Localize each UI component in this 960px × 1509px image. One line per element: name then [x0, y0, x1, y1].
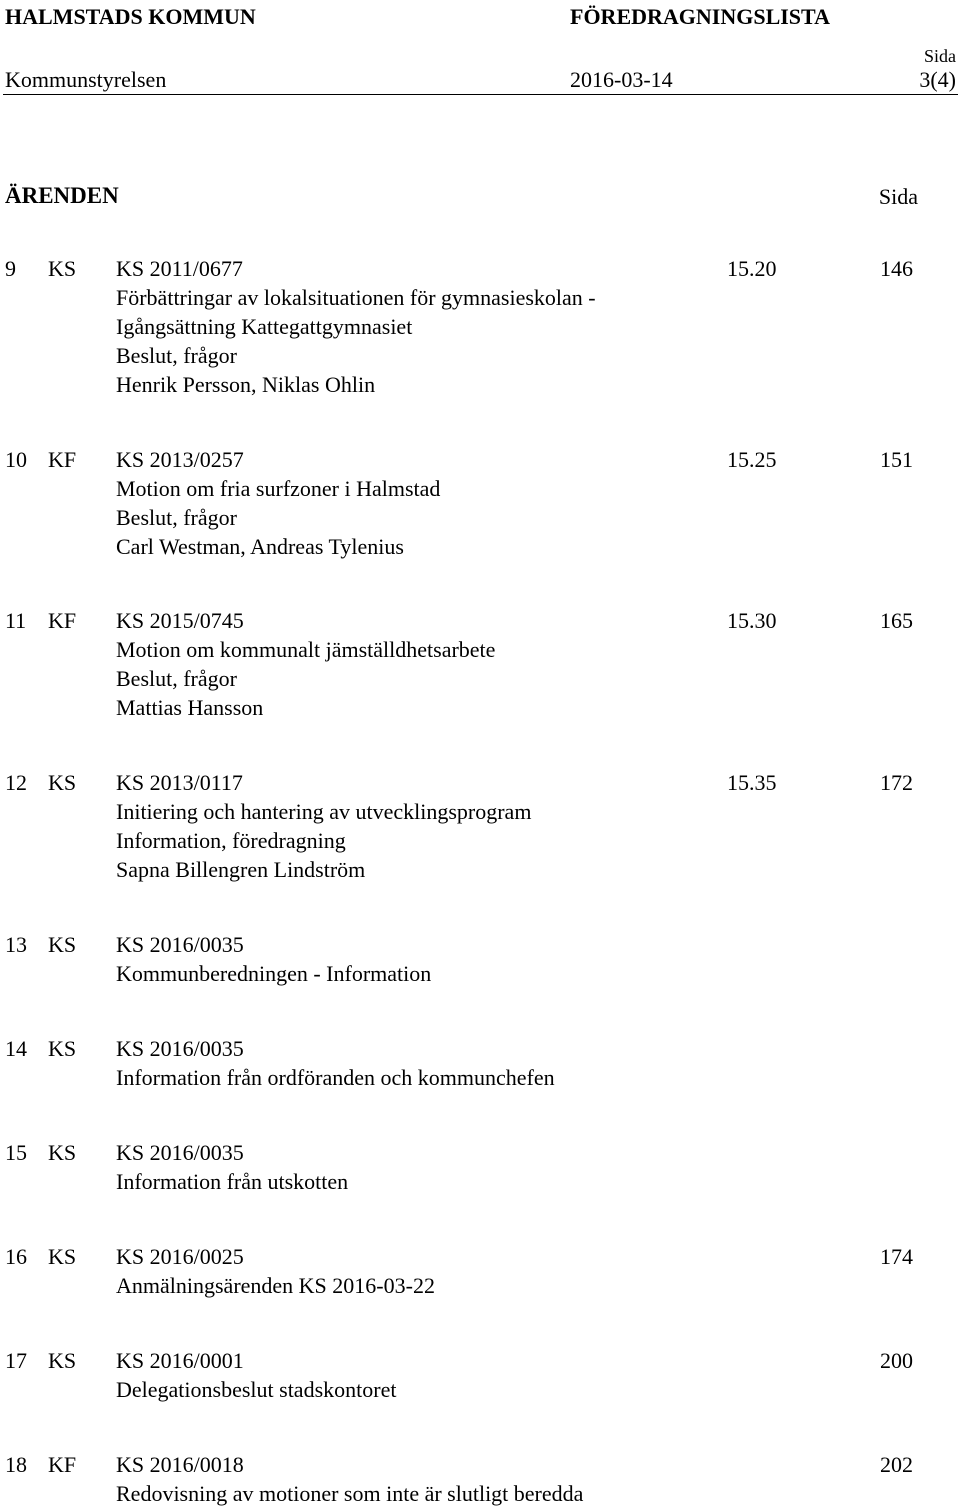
page-number: 3(4) — [919, 67, 956, 92]
case-number: KS 2015/0745 — [116, 608, 244, 633]
page-column-header: Sida — [878, 184, 918, 209]
committee-name: Kommunstyrelsen — [5, 67, 167, 92]
item-detail-line: Kommunberedningen - Information — [116, 961, 432, 986]
item-time: 15.30 — [727, 608, 777, 633]
item-page: 146 — [880, 256, 913, 281]
item-page: 172 — [880, 770, 913, 795]
item-page: 200 — [880, 1348, 913, 1373]
item-number: 11 — [5, 608, 27, 633]
item-organ: KS — [48, 1140, 77, 1165]
item-detail-line: Henrik Persson, Niklas Ohlin — [116, 372, 376, 397]
case-number: KS 2011/0677 — [116, 256, 243, 281]
item-detail-line: Sapna Billengren Lindström — [116, 857, 366, 882]
item-number: 13 — [5, 932, 27, 957]
item-detail-line: Information, föredragning — [116, 828, 346, 853]
item-page: 151 — [880, 447, 913, 472]
case-number: KS 2016/0025 — [116, 1244, 244, 1269]
item-number: 16 — [5, 1244, 27, 1269]
case-number: KS 2016/0035 — [116, 1140, 244, 1165]
item-organ: KF — [48, 1452, 77, 1477]
case-number: KS 2013/0117 — [116, 770, 243, 795]
item-detail-line: Beslut, frågor — [116, 505, 237, 530]
document-type: FÖREDRAGNINGSLISTA — [570, 4, 830, 29]
item-organ: KS — [48, 932, 77, 957]
item-organ: KS — [48, 1036, 77, 1061]
item-detail-line: Information från utskotten — [116, 1169, 349, 1194]
item-detail-line: Igångsättning Kattegattgymnasiet — [116, 314, 413, 339]
item-detail-line: Anmälningsärenden KS 2016-03-22 — [116, 1273, 435, 1298]
case-number: KS 2016/0001 — [116, 1348, 244, 1373]
case-number: KS 2016/0035 — [116, 1036, 244, 1061]
item-detail-line: Förbättringar av lokalsituationen för gymnasieskolan - — [116, 285, 596, 310]
item-organ: KS — [48, 1244, 77, 1269]
item-number: 10 — [5, 447, 27, 472]
item-detail-line: Initiering och hantering av utvecklingsprogram — [116, 799, 532, 824]
item-time: 15.20 — [727, 256, 777, 281]
item-time: 15.35 — [727, 770, 777, 795]
item-detail-line: Beslut, frågor — [116, 666, 237, 691]
item-page: 165 — [880, 608, 913, 633]
item-page: 202 — [880, 1452, 913, 1477]
item-detail-line: Motion om kommunalt jämställdhetsarbete — [116, 637, 496, 662]
item-organ: KS — [48, 256, 77, 281]
item-organ: KF — [48, 608, 77, 633]
org-name: HALMSTADS KOMMUN — [5, 4, 256, 29]
item-time: 15.25 — [727, 447, 777, 472]
item-number: 12 — [5, 770, 27, 795]
page-label: Sida — [923, 46, 956, 66]
header-divider — [3, 94, 958, 95]
case-number: KS 2016/0018 — [116, 1452, 244, 1477]
item-number: 15 — [5, 1140, 27, 1165]
item-number: 9 — [5, 256, 16, 281]
item-detail-line: Redovisning av motioner som inte är slutligt beredda — [116, 1481, 584, 1506]
item-number: 18 — [5, 1452, 27, 1477]
case-number: KS 2013/0257 — [116, 447, 244, 472]
section-title: ÄRENDEN — [5, 183, 119, 208]
item-organ: KF — [48, 447, 77, 472]
item-detail-line: Delegationsbeslut stadskontoret — [116, 1377, 397, 1402]
meeting-date: 2016-03-14 — [570, 67, 673, 92]
case-number: KS 2016/0035 — [116, 932, 244, 957]
item-detail-line: Information från ordföranden och kommunchefen — [116, 1065, 555, 1090]
item-page: 174 — [880, 1244, 913, 1269]
item-organ: KS — [48, 770, 77, 795]
item-organ: KS — [48, 1348, 77, 1373]
item-detail-line: Mattias Hansson — [116, 695, 264, 720]
item-detail-line: Beslut, frågor — [116, 343, 237, 368]
item-number: 17 — [5, 1348, 27, 1373]
item-detail-line: Motion om fria surfzoner i Halmstad — [116, 476, 441, 501]
item-detail-line: Carl Westman, Andreas Tylenius — [116, 534, 404, 559]
item-number: 14 — [5, 1036, 27, 1061]
